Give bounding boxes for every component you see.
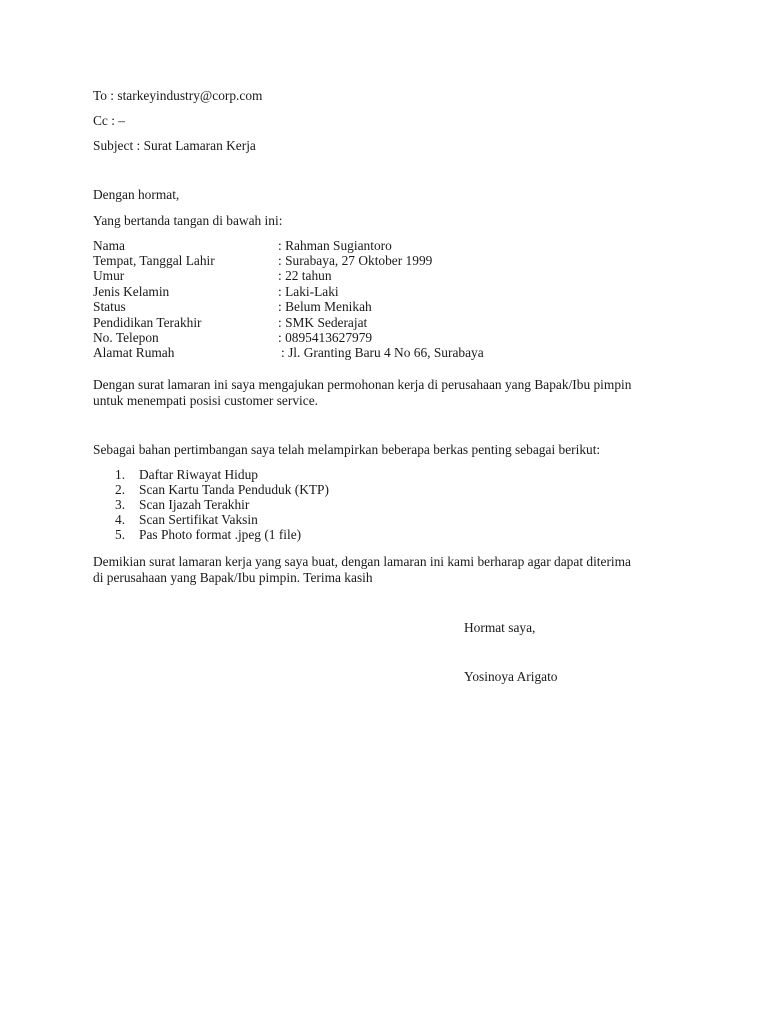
info-label: Tempat, Tanggal Lahir	[93, 253, 215, 268]
info-value: : SMK Sederajat	[278, 315, 368, 330]
paragraph2-line2: di perusahaan yang Bapak/Ibu pimpin. Terima kasih	[93, 570, 373, 585]
list-text: Daftar Riwayat Hidup	[139, 467, 258, 482]
attachments-intro: Sebagai bahan pertimbangan saya telah melampirkan beberapa berkas penting sebagai berikut:	[93, 442, 601, 457]
info-label: Pendidikan Terakhir	[93, 315, 202, 330]
info-value: : Belum Menikah	[278, 299, 372, 314]
list-number: 4.	[115, 512, 126, 527]
info-row-ttl	[93, 253, 693, 268]
email-cc-line: Cc : –	[93, 113, 125, 128]
info-value: : Laki-Laki	[278, 284, 339, 299]
closing-salutation: Hormat saya,	[464, 620, 536, 635]
info-label: Status	[93, 299, 126, 314]
paragraph1-line1: Dengan surat lamaran ini saya mengajukan permohonan kerja di perusahaan yang Bapak/Ibu pimpin	[93, 377, 632, 392]
list-text: Scan Sertifikat Vaksin	[139, 512, 258, 527]
info-row-telepon	[93, 330, 693, 345]
info-label: Nama	[93, 238, 125, 253]
info-row-jenis-kelamin	[93, 284, 693, 299]
list-text: Pas Photo format .jpeg (1 file)	[139, 527, 302, 542]
info-label: Jenis Kelamin	[93, 284, 170, 299]
info-label: Alamat Rumah	[93, 345, 175, 360]
list-text: Scan Ijazah Terakhir	[139, 497, 250, 512]
info-row-nama	[93, 238, 693, 253]
list-number: 3.	[115, 497, 126, 512]
list-number: 2.	[115, 482, 126, 497]
info-row-alamat	[93, 345, 693, 360]
info-label: No. Telepon	[93, 330, 159, 345]
info-value: : Surabaya, 27 Oktober 1999	[278, 253, 433, 268]
info-value: : Rahman Sugiantoro	[278, 238, 392, 253]
email-to-line: To : starkeyindustry@corp.com	[93, 88, 263, 103]
list-text: Scan Kartu Tanda Penduduk (KTP)	[139, 482, 329, 497]
paragraph1-line2: untuk menempati posisi customer service.	[93, 393, 318, 408]
list-number: 5.	[115, 527, 126, 542]
intro-text: Yang bertanda tangan di bawah ini:	[93, 213, 283, 228]
info-value: : 0895413627979	[278, 330, 373, 345]
info-row-status	[93, 299, 693, 314]
signature-name: Yosinoya Arigato	[464, 669, 558, 684]
info-label: Umur	[93, 268, 125, 283]
email-subject-line: Subject : Surat Lamaran Kerja	[93, 138, 256, 153]
info-row-umur	[93, 268, 693, 283]
info-row-pendidikan	[93, 315, 693, 330]
list-number: 1.	[115, 467, 126, 482]
paragraph2-line1: Demikian surat lamaran kerja yang saya buat, dengan lamaran ini kami berharap agar dapat diterima	[93, 554, 631, 569]
greeting: Dengan hormat,	[93, 187, 180, 202]
info-value: : 22 tahun	[278, 268, 332, 283]
info-value: : Jl. Granting Baru 4 No 66, Surabaya	[281, 345, 484, 360]
